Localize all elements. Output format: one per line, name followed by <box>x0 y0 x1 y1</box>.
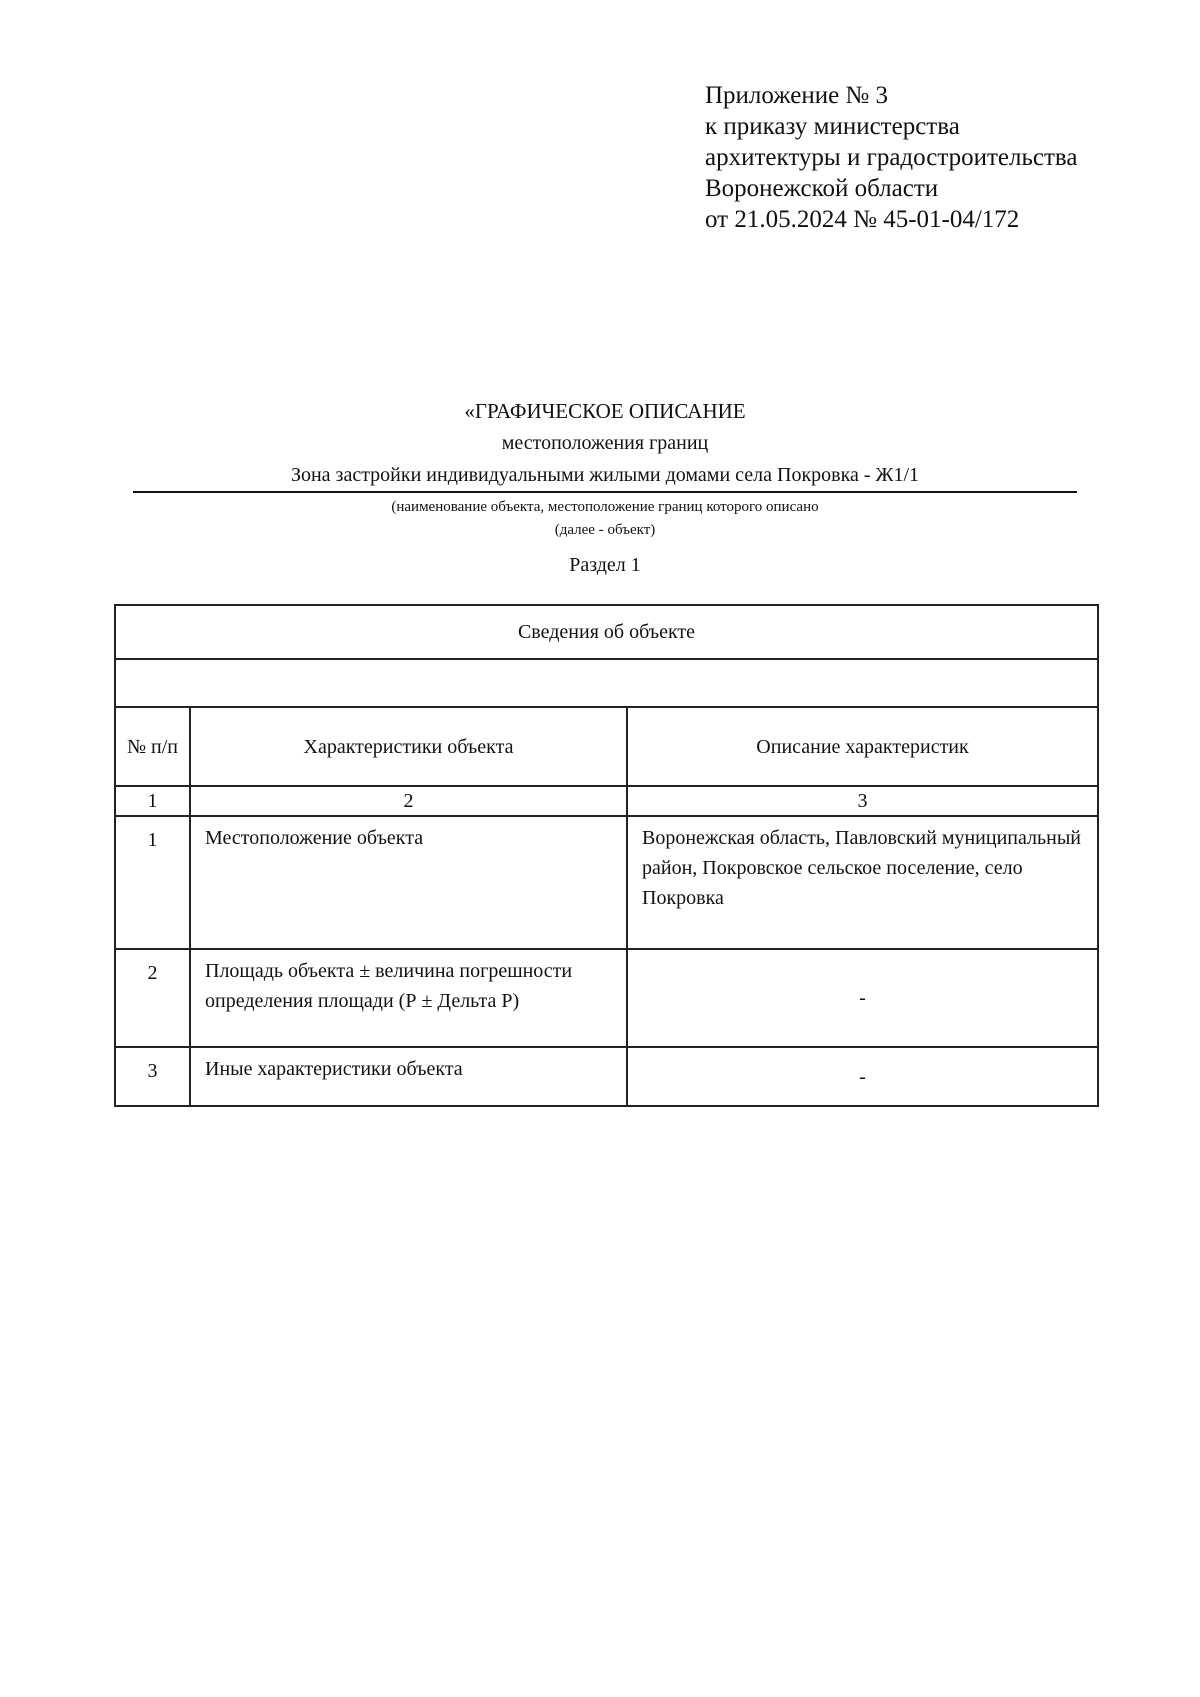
index-cell: 3 <box>627 786 1098 816</box>
row-num: 3 <box>115 1047 190 1106</box>
index-cell: 1 <box>115 786 190 816</box>
section-label: Раздел 1 <box>569 554 641 576</box>
table-caption: Сведения об объекте <box>115 605 1098 659</box>
object-name: Зона застройки индивидуальными жилыми домами села Покровка - Ж1/1 <box>290 464 920 486</box>
table-row <box>115 949 1098 1047</box>
header-description: Описание характеристик <box>627 707 1098 786</box>
object-info-table <box>114 604 1099 1107</box>
row-characteristic: Иные характеристики объекта <box>190 1047 627 1106</box>
document-subtitle: местоположения границ <box>501 432 709 454</box>
table-empty-row <box>115 659 1098 707</box>
appendix-header <box>705 80 1077 235</box>
appendix-line: к приказу министерства <box>705 113 960 140</box>
appendix-line: от 21.05.2024 № 45-01-04/172 <box>705 206 1020 233</box>
table-row <box>115 1047 1098 1106</box>
row-characteristic: Площадь объекта ± величина погрешности определения площади (Р ± Дельта Р) <box>190 949 627 1047</box>
row-num: 1 <box>115 816 190 949</box>
appendix-line: Приложение № 3 <box>705 82 889 109</box>
table-row <box>115 816 1098 949</box>
appendix-line: архитектуры и градостроительства <box>705 144 1078 171</box>
table-index-row <box>115 786 1098 816</box>
appendix-line: Воронежской области <box>705 175 939 202</box>
row-description: - <box>627 949 1098 1047</box>
document-title: «ГРАФИЧЕСКОЕ ОПИСАНИЕ <box>464 399 746 423</box>
row-characteristic: Местоположение объекта <box>190 816 627 949</box>
empty-cell <box>115 659 1098 707</box>
underline-divider <box>133 491 1077 493</box>
header-characteristics: Характеристики объекта <box>190 707 627 786</box>
object-note-line-2: (далее - объект) <box>554 522 656 538</box>
table-header-row <box>115 707 1098 786</box>
title-block <box>133 398 1077 578</box>
table-caption-row <box>115 605 1098 659</box>
row-description: Воронежская область, Павловский муниципальный район, Покровское сельское поселение, село Покровка <box>627 816 1098 949</box>
object-note-line-1: (наименование объекта, местоположение границ которого описано <box>391 499 819 515</box>
index-cell: 2 <box>190 786 627 816</box>
row-description: - <box>627 1047 1098 1106</box>
header-num: № п/п <box>115 707 190 786</box>
row-num: 2 <box>115 949 190 1047</box>
